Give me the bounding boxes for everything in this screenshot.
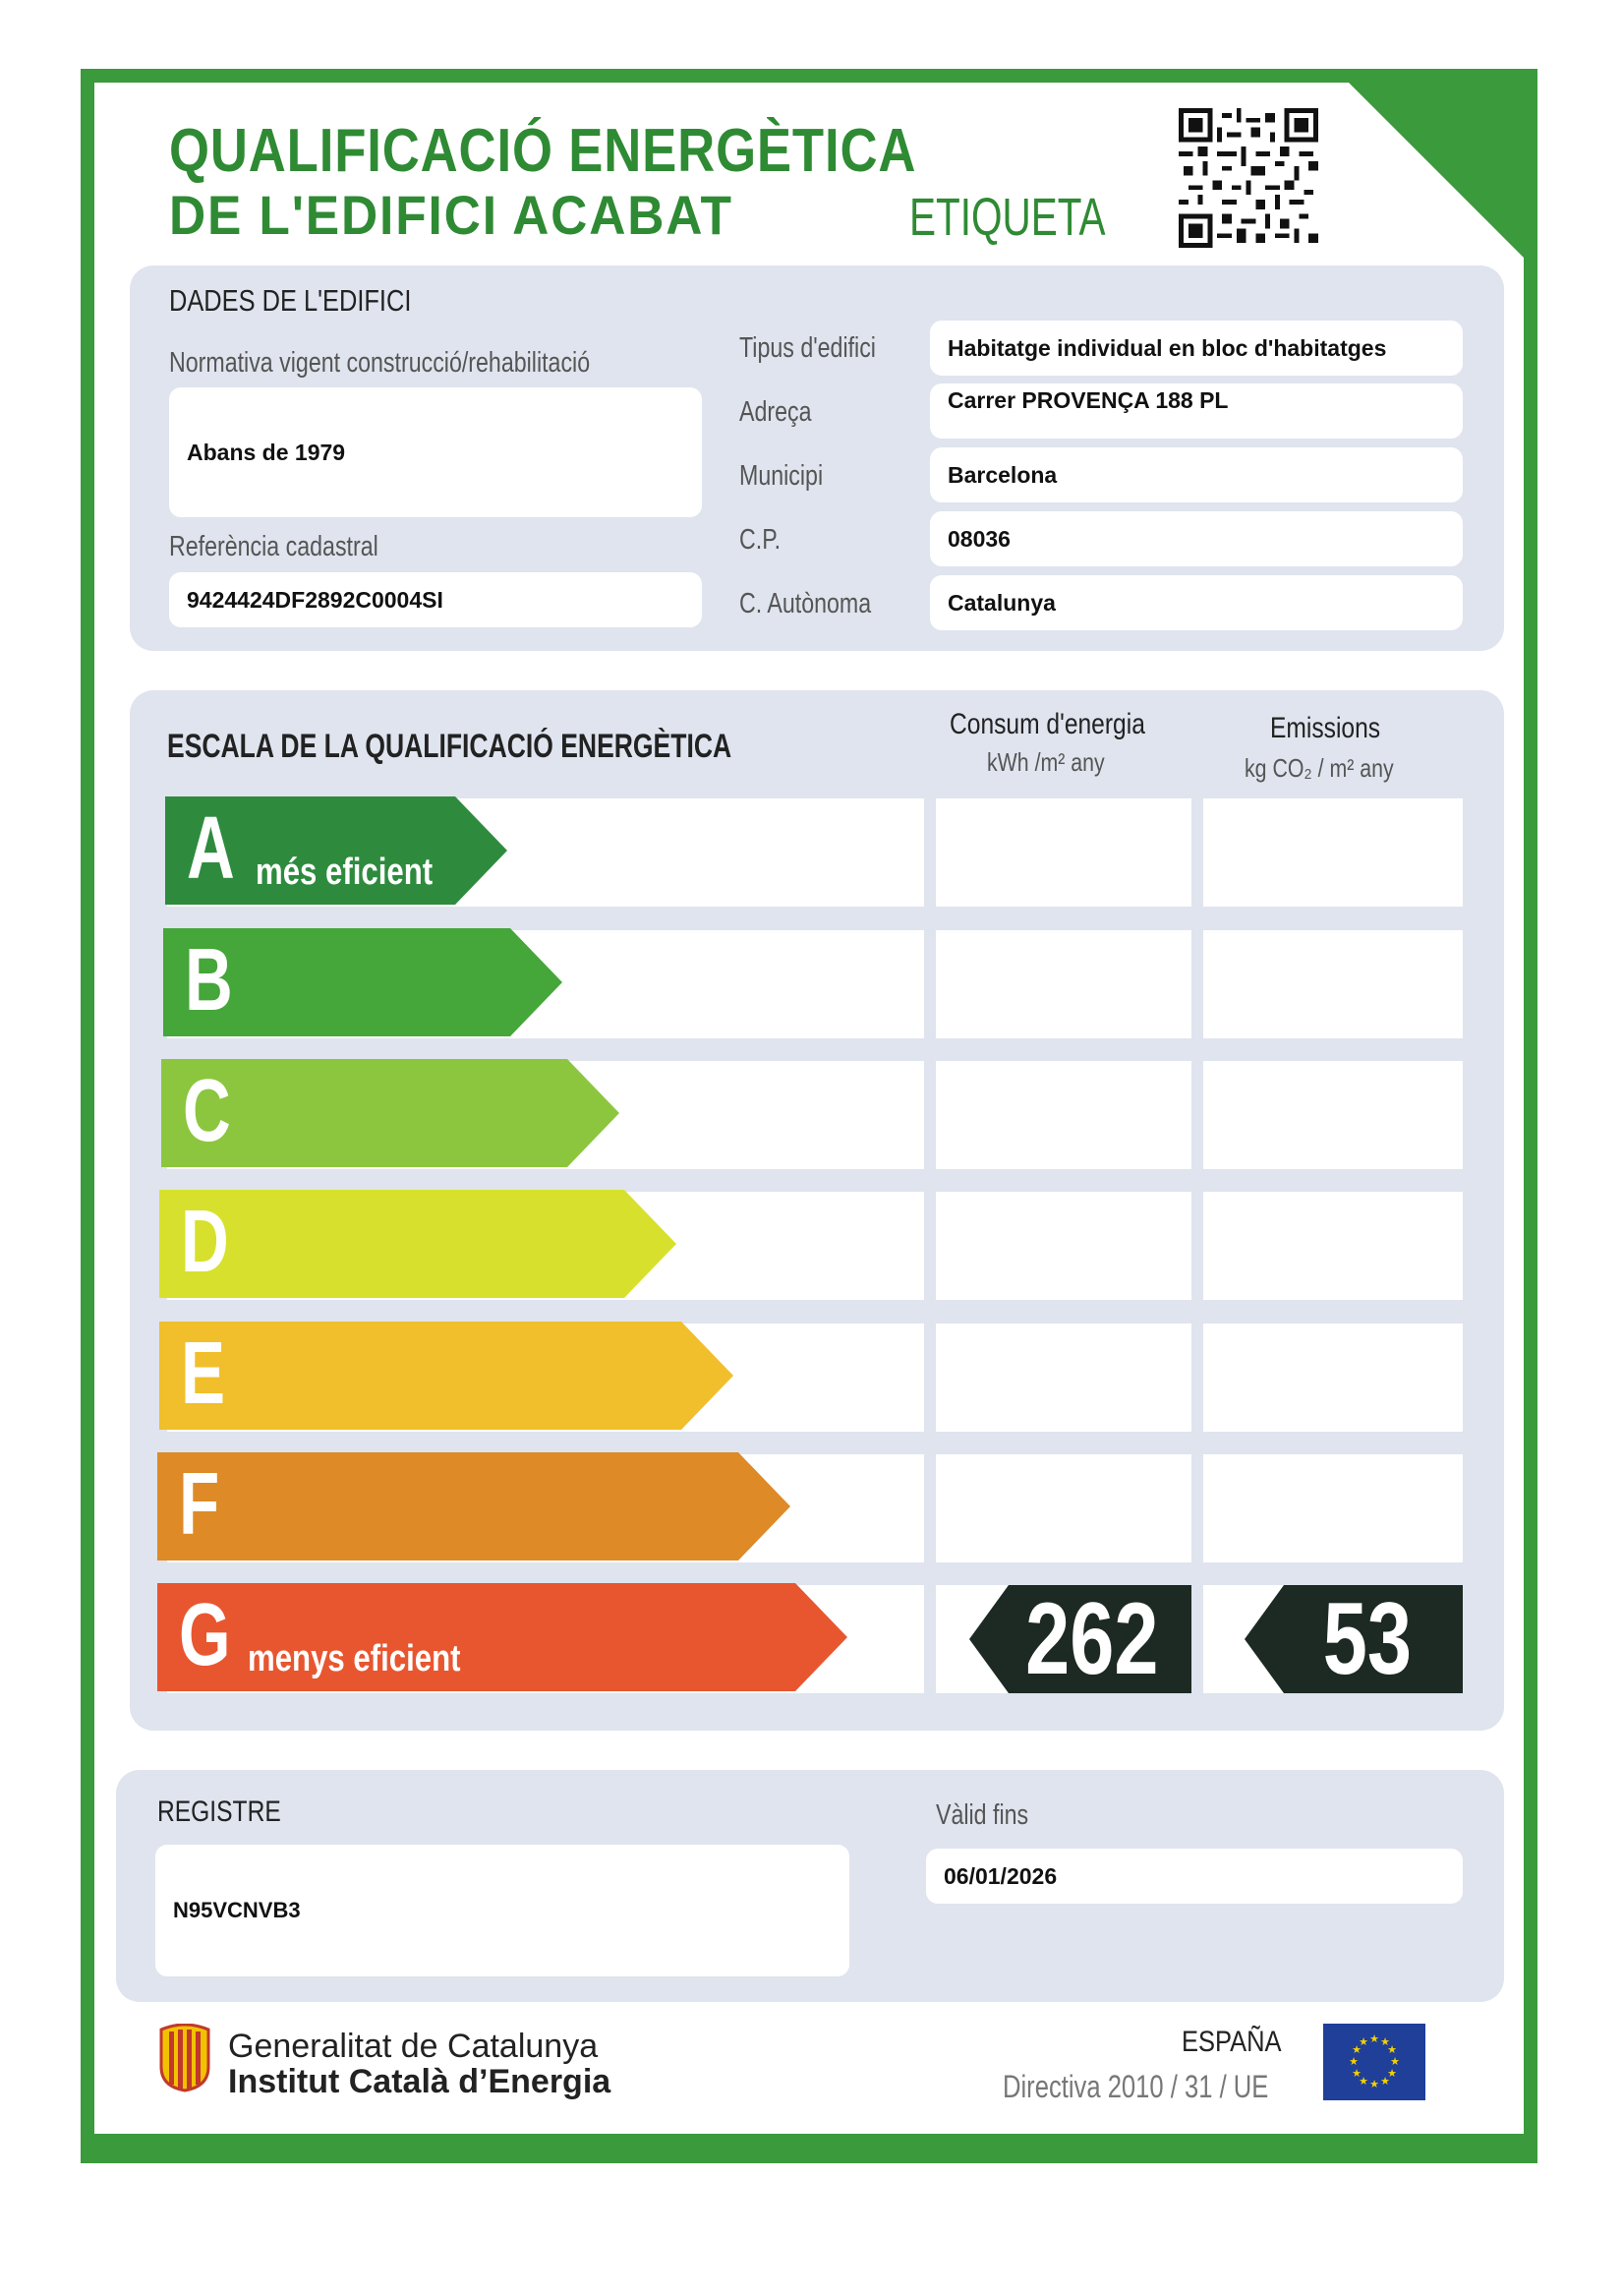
field-label-tipus: Tipus d'edifici xyxy=(739,332,876,364)
etiqueta-label: ETIQUETA xyxy=(909,188,1106,247)
class-g-letter: G xyxy=(179,1586,231,1684)
field-value-tipus: Habitatge individual en bloc d'habitatges xyxy=(930,321,1463,376)
field-value-cp: 08036 xyxy=(930,511,1463,566)
energy-column-unit: kWh /m² any xyxy=(987,747,1105,777)
class-a-sub: més eficient xyxy=(256,852,434,893)
field-label-autonoma: C. Autònoma xyxy=(739,588,872,619)
energy-column-title: Consum d'energia xyxy=(950,708,1145,740)
svg-text:★: ★ xyxy=(1359,2035,1368,2048)
title-line2: DE L'EDIFICI ACABAT xyxy=(169,184,733,246)
field-value-municipi: Barcelona xyxy=(930,447,1463,502)
generalitat-logo-icon xyxy=(157,2024,212,2092)
class-d-letter: D xyxy=(181,1193,229,1291)
class-d-arrow xyxy=(159,1190,676,1298)
class-b-letter: B xyxy=(185,931,233,1030)
emissions-column-unit: kg CO₂ / m² any xyxy=(1245,753,1394,783)
svg-text:★: ★ xyxy=(1390,2055,1400,2068)
class-g-arrow xyxy=(157,1583,847,1691)
class-e-arrow xyxy=(159,1322,733,1430)
class-a-arrow xyxy=(165,796,507,905)
class-e-letter: E xyxy=(181,1325,226,1423)
title-line1: QUALIFICACIÓ ENERGÈTICA xyxy=(169,117,917,185)
row-d-emissions-cell xyxy=(1203,1192,1463,1300)
field-label-municipi: Municipi xyxy=(739,460,824,492)
field-value-autonoma: Catalunya xyxy=(930,575,1463,630)
class-f-arrow-shape xyxy=(157,1452,790,1560)
svg-text:★: ★ xyxy=(1387,2043,1397,2056)
class-f-arrow xyxy=(157,1452,790,1560)
svg-text:★: ★ xyxy=(1352,2067,1362,2080)
row-e-emissions-cell xyxy=(1203,1324,1463,1432)
referencia-label: Referència cadastral xyxy=(169,531,378,562)
building-section-title: DADES DE L'EDIFICI xyxy=(169,283,412,318)
row-a-emissions-cell xyxy=(1203,798,1463,907)
referencia-field: 9424424DF2892C0004SI xyxy=(169,572,702,627)
row-f-emissions-cell xyxy=(1203,1454,1463,1562)
class-b-arrow xyxy=(163,928,562,1036)
emissions-rating-badge xyxy=(1245,1582,1463,1696)
field-label-cp: C.P. xyxy=(739,524,782,556)
row-b-energy-cell xyxy=(936,930,1191,1038)
eu-flag-icon xyxy=(1323,2024,1425,2100)
svg-text:★: ★ xyxy=(1387,2067,1397,2080)
registry-field: N95VCNVB3 xyxy=(155,1845,849,1976)
country-label: ESPAÑA xyxy=(1182,2026,1282,2058)
institut-name: Institut Català d’Energia xyxy=(228,2063,611,2100)
class-c-letter: C xyxy=(183,1062,231,1160)
row-f-energy-cell xyxy=(936,1454,1191,1562)
corner-triangle xyxy=(1347,81,1534,267)
class-c-arrow xyxy=(161,1059,619,1167)
scale-section-title: ESCALA DE LA QUALIFICACIÓ ENERGÈTICA xyxy=(167,728,732,765)
class-d-arrow-shape xyxy=(159,1190,676,1298)
row-a-energy-cell xyxy=(936,798,1191,907)
svg-text:★: ★ xyxy=(1369,2032,1379,2045)
valid-until-label: Vàlid fins xyxy=(936,1799,1029,1831)
class-g-sub: menys eficient xyxy=(248,1638,461,1679)
field-label-adreca: Adreça xyxy=(739,396,812,428)
svg-text:★: ★ xyxy=(1349,2055,1359,2068)
registry-label: REGISTRE xyxy=(157,1796,281,1828)
class-a-letter: A xyxy=(187,799,235,898)
energy-rating-value: 262 xyxy=(1025,1582,1159,1696)
normativa-label: Normativa vigent construcció/rehabilitació xyxy=(169,347,591,379)
class-f-letter: F xyxy=(179,1455,220,1554)
directive-label: Directiva 2010 / 31 / UE xyxy=(1003,2069,1269,2104)
row-e-energy-cell xyxy=(936,1324,1191,1432)
emissions-rating-value: 53 xyxy=(1322,1582,1413,1696)
normativa-field: Abans de 1979 xyxy=(169,387,702,517)
valid-until-field: 06/01/2026 xyxy=(926,1849,1463,1904)
svg-text:★: ★ xyxy=(1380,2075,1390,2088)
row-d-energy-cell xyxy=(936,1192,1191,1300)
energy-rating-badge xyxy=(969,1582,1191,1696)
class-e-arrow-shape xyxy=(159,1322,733,1430)
row-c-emissions-cell xyxy=(1203,1061,1463,1169)
field-value-adreca: Carrer PROVENÇA 188 PL xyxy=(930,383,1463,439)
svg-text:★: ★ xyxy=(1352,2043,1362,2056)
row-b-emissions-cell xyxy=(1203,930,1463,1038)
svg-text:★: ★ xyxy=(1380,2035,1390,2048)
generalitat-name: Generalitat de Catalunya xyxy=(228,2028,599,2065)
qr-code-icon xyxy=(1178,108,1319,248)
svg-text:★: ★ xyxy=(1369,2078,1379,2090)
svg-text:★: ★ xyxy=(1359,2075,1368,2088)
emissions-column-title: Emissions xyxy=(1270,712,1381,744)
row-c-energy-cell xyxy=(936,1061,1191,1169)
